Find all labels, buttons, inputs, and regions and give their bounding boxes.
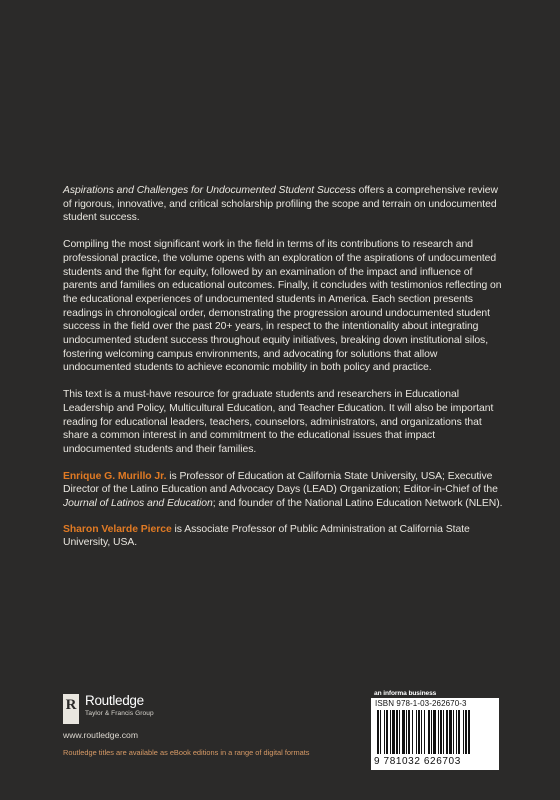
journal-title: Journal of Latinos and Education [63,498,213,510]
isbn-barcode-box [371,698,499,770]
author-bio-2-text: is Associate Professor of Public Administration at California State University, USA. [63,523,470,549]
author-bio-1-text-b: ; and founder of the National Latino Education Network (NLEN). [212,498,503,510]
publisher-name: Routledge [85,693,144,708]
publisher-group: Taylor & Francis Group [85,710,154,717]
author-name-2: Sharon Velarde Pierce [63,523,172,535]
barcode-icon [375,710,495,756]
description-paragraph-2: Compiling the most significant work in the field in terms of its contributions to research and professional practice, the volume opens with an exploration of the aspirations of undocumented students and the fight for equity, followed by an examination of the impact and influence of parents and families on educational outcomes. Finally, it concludes with testimonios reflecting on the educational experiences of undocumented students in America. Each section presents readings in chronological order, demonstrating the progression around undocumented student success in the field over the past 20+ years, in respect to the intentionality about integrating undocumented student success throughout equity initiatives, breaking down institutional silos, fostering welcoming campus environments, and advocating for solutions that allow undocumented students to achieve economic mobility in both policy and practice. [63,239,502,374]
author-bio-2 [63,523,503,550]
author-bio-1-text-a: is Professor of Education at California State University, USA; Executive Director of the Latino Education and Advocacy Days (LEAD) Organization; Editor-in-Chief of the [63,470,498,496]
informa-business-label: an informa business [374,690,437,697]
ebook-footnote: Routledge titles are available as eBook editions in a range of digital formats [63,748,310,757]
author-bio-1 [63,470,503,511]
routledge-logo-icon: R [63,694,79,724]
book-title: Aspirations and Challenges for Undocumented Student Success [63,185,356,196]
description-paragraph-1-text: offers a comprehensive review of rigorous, innovative, and critical scholarship profiling the scope and terrain on undocumented student success. [63,185,498,224]
isbn-number: ISBN 978-1-03-262670-3 [375,699,467,708]
barcode-digits: 9 781032 626703 [374,756,461,767]
author-name-1: Enrique G. Murillo Jr. [63,470,167,482]
back-cover-text [63,184,503,562]
publisher-website: www.routledge.com [63,730,138,740]
description-paragraph-1 [63,184,503,225]
description-paragraph-3: This text is a must-have resource for graduate students and researchers in Educational Leadership and Policy, Multicultural Education, and Teacher Education. It will also be important reading for educational leaders, teachers, counselors, administrators, and organizations that share a common interest in and commitment to the educational issues that impact undocumented students and their families. [63,389,494,455]
